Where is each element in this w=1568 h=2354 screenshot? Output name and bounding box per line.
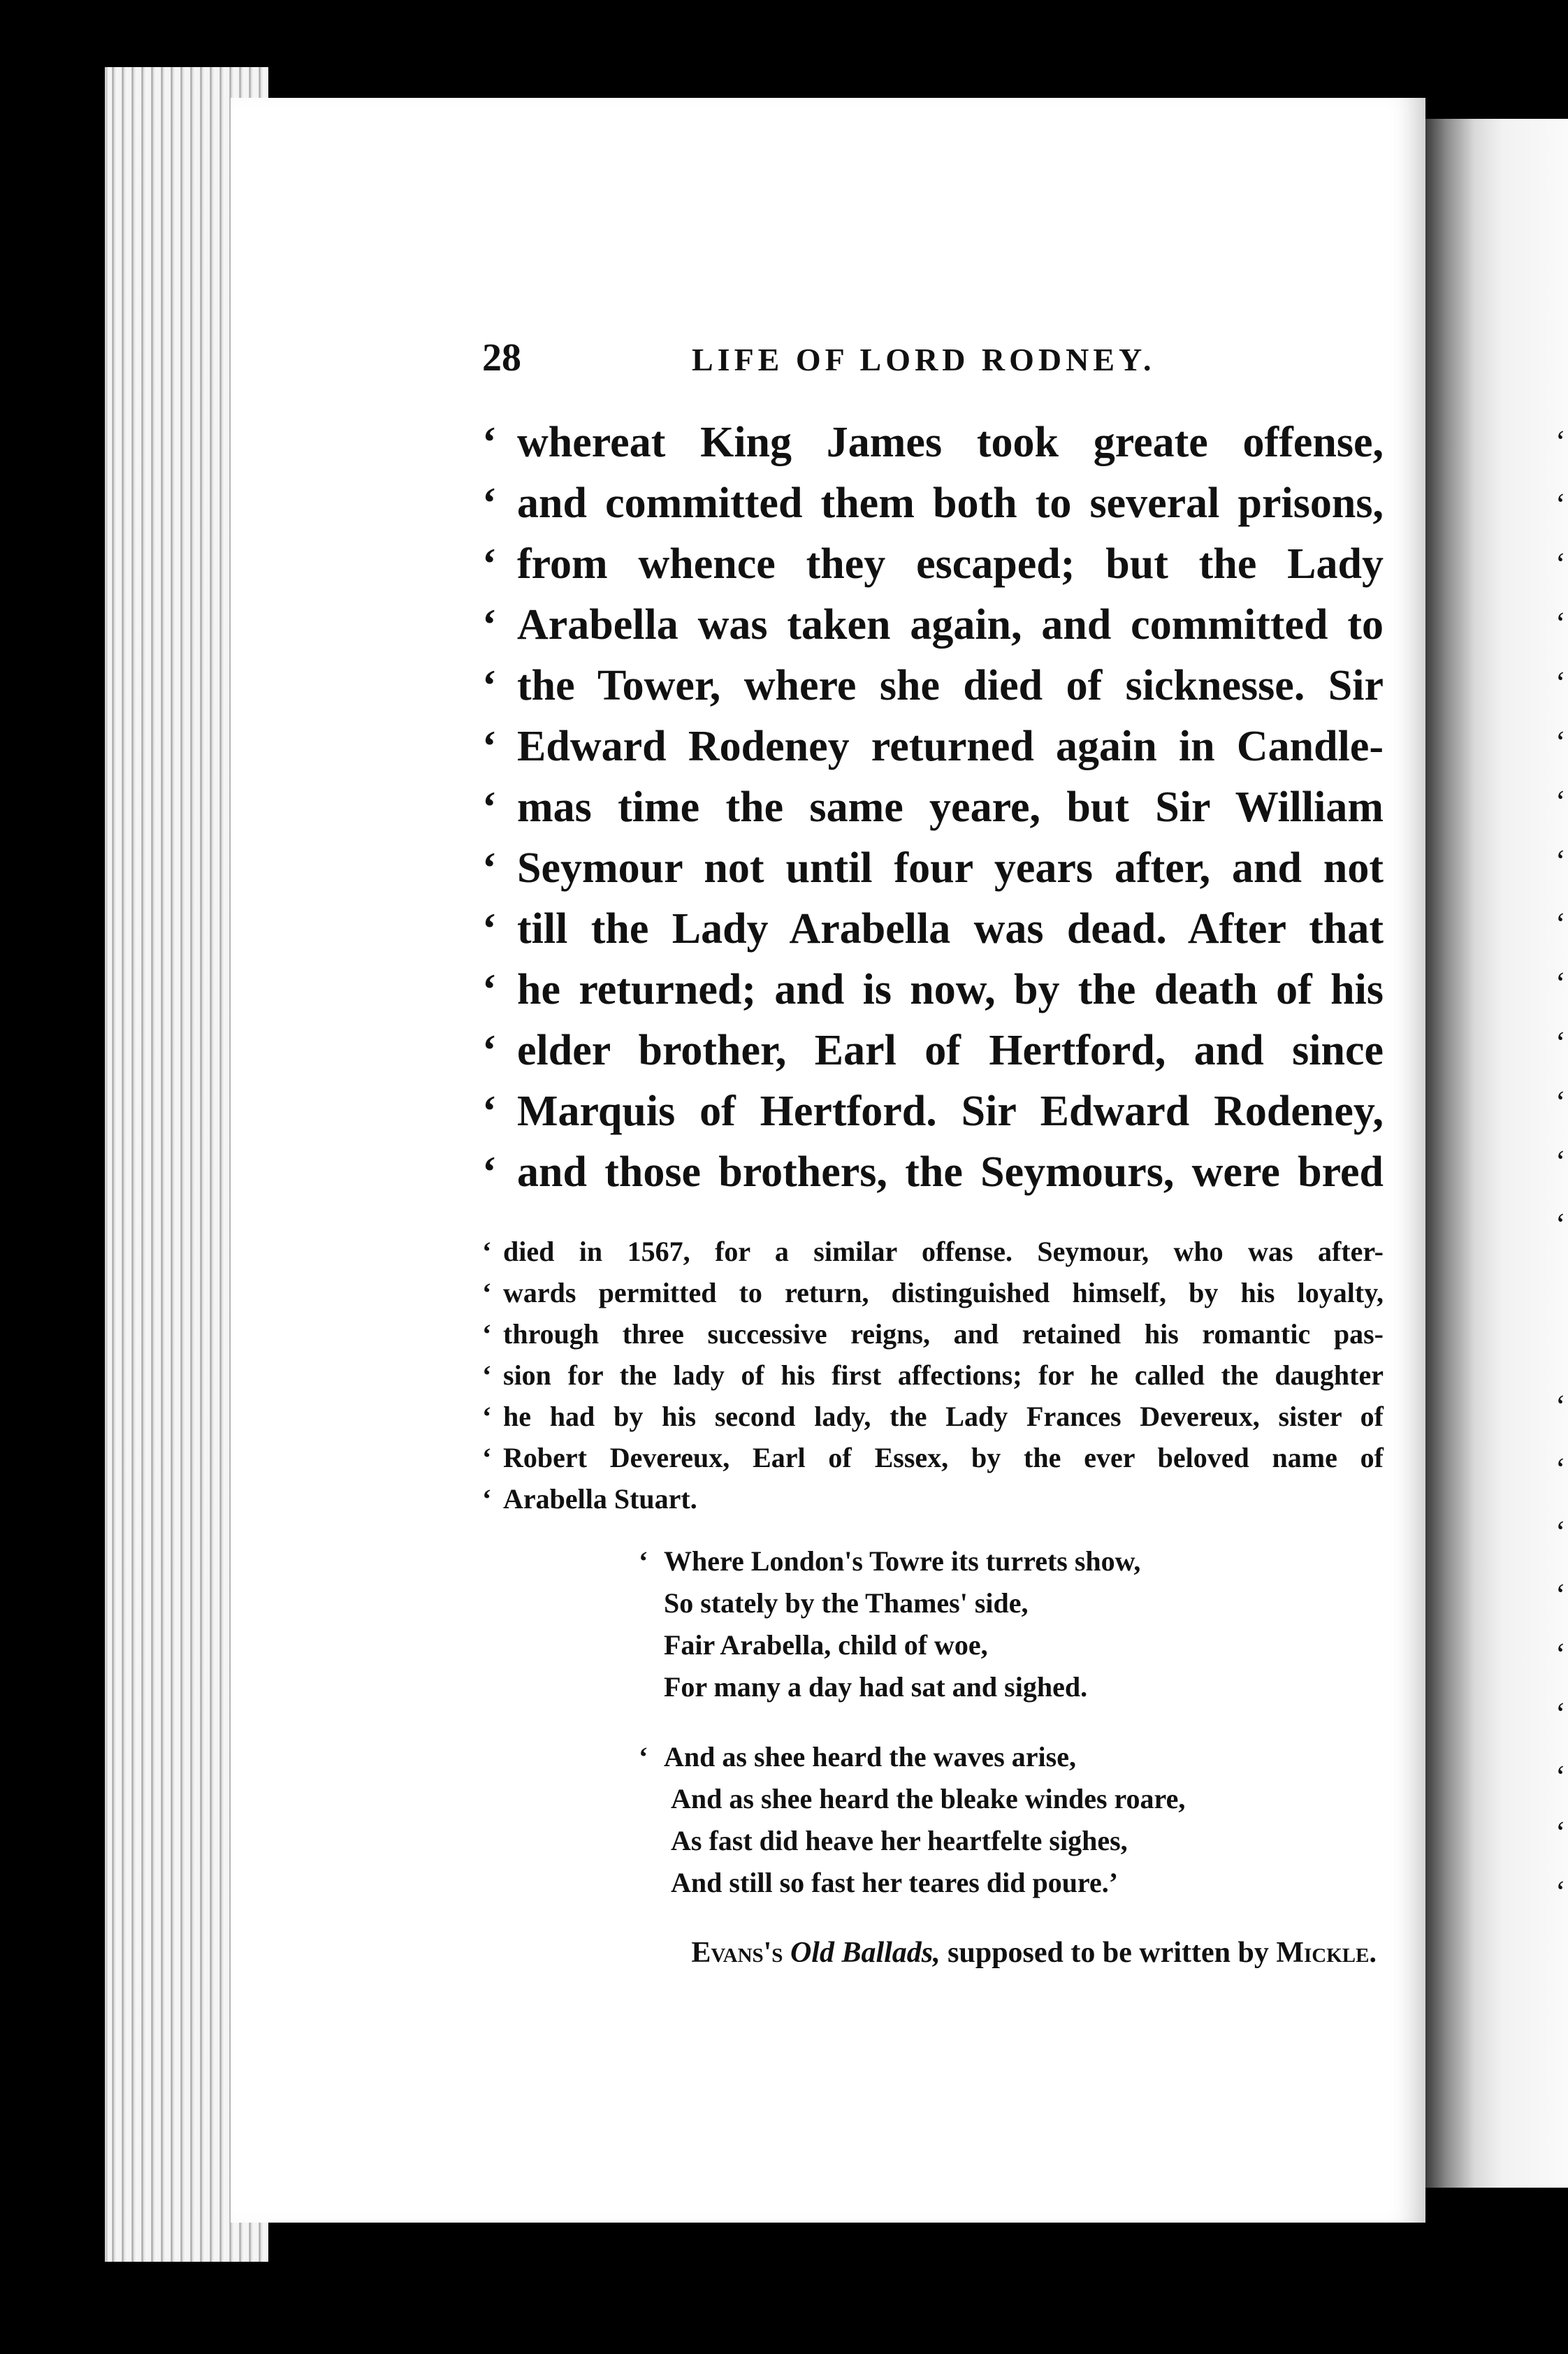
quote-mark: ‘	[482, 1277, 492, 1308]
quote-mark: ‘	[482, 1401, 492, 1432]
attribution	[482, 1936, 1384, 1970]
facing-quote-mark: ‘	[1555, 1637, 1566, 1671]
quote-mark: ‘	[639, 1741, 648, 1772]
page-content	[482, 335, 1384, 1970]
verse-line: And as shee heard the bleake windes roare,	[671, 1783, 1186, 1814]
facing-quote-mark: ‘	[1555, 966, 1566, 1000]
quote-mark: ‘	[482, 723, 497, 770]
facing-quote-mark: ‘	[1555, 1696, 1566, 1731]
quote-mark: ‘	[482, 662, 497, 709]
quote-mark: ‘	[482, 966, 497, 1013]
verse-line: For many a day had sat and sighed.	[664, 1671, 1088, 1703]
facing-quote-mark: ‘	[1555, 424, 1566, 458]
quote-mark: ‘	[482, 479, 497, 527]
body-line: ‘ Edward Rodeney returned again in Candle-	[482, 716, 1384, 777]
closing-quote-mark: ’	[1108, 1867, 1119, 1898]
facing-quote-mark: ‘	[1555, 1207, 1566, 1241]
footnote-line: ‘ died in 1567, for a similar offense. Seymour, who was after-	[482, 1231, 1384, 1272]
body-line: ‘ till the Lady Arabella was dead. After that	[482, 899, 1384, 960]
quote-mark: ‘	[482, 1027, 497, 1074]
facing-quote-mark: ‘	[1555, 606, 1566, 640]
facing-quote-mark: ‘	[1555, 1389, 1566, 1423]
facing-quote-mark: ‘	[1555, 784, 1566, 818]
body-line: ‘ whereat King James took greate offense,	[482, 412, 1384, 473]
facing-page-edge	[1425, 119, 1568, 2188]
facing-quote-mark: ‘	[1555, 547, 1566, 581]
verse-line: As fast did heave her heartfelte sighes,	[671, 1825, 1128, 1856]
footnote-line: ‘ wards permitted to return, distinguished himself, by his loyalty,	[482, 1272, 1384, 1313]
facing-quote-mark: ‘	[1555, 487, 1566, 521]
attribution-poet: Mickle.	[1276, 1937, 1377, 1969]
verse-line: Fair Arabella, child of woe,	[664, 1629, 988, 1661]
quote-mark: ‘	[482, 844, 497, 892]
footnote-line: ‘ Robert Devereux, Earl of Essex, by the ever beloved name of	[482, 1437, 1384, 1478]
footnote-line: ‘ through three successive reigns, and retained his romantic pas-	[482, 1313, 1384, 1355]
ballad-stanza-1	[639, 1540, 1384, 1708]
body-text	[482, 412, 1384, 1203]
attribution-work: Old Ballads,	[790, 1937, 941, 1969]
facing-quote-mark: ‘	[1555, 1025, 1566, 1060]
body-line: ‘ from whence they escaped; but the Lady	[482, 534, 1384, 595]
facing-quote-mark: ‘	[1555, 1875, 1566, 1909]
quote-mark: ‘	[482, 1359, 492, 1391]
verse-line: ‘ Where London's Towre its turrets show,	[650, 1540, 1384, 1582]
quote-mark: ‘	[482, 1442, 492, 1473]
quote-mark: ‘	[482, 784, 497, 831]
body-line: ‘ Seymour not until four years after, and not	[482, 838, 1384, 899]
facing-quote-mark: ‘	[1555, 725, 1566, 759]
page-number: 28	[482, 336, 521, 380]
footnote-line: ‘ he had by his second lady, the Lady Frances Devereux, sister of	[482, 1396, 1384, 1437]
page-header	[482, 335, 1384, 398]
facing-quote-mark: ‘	[1555, 1452, 1566, 1486]
attribution-author: Evans's	[691, 1937, 783, 1969]
facing-quote-mark: ‘	[1555, 907, 1566, 941]
facing-quote-mark: ‘	[1555, 844, 1566, 878]
body-line: ‘ Arabella was taken again, and committed to	[482, 595, 1384, 656]
ballad-stanza-2	[639, 1736, 1384, 1904]
facing-quote-mark: ‘	[1555, 1085, 1566, 1119]
quote-mark: ‘	[482, 419, 497, 466]
quote-mark: ‘	[482, 1148, 497, 1196]
body-line: ‘ the Tower, where she died of sicknesse. Sir	[482, 656, 1384, 716]
quote-mark: ‘	[482, 540, 497, 588]
facing-quote-mark: ‘	[1555, 1577, 1566, 1612]
facing-quote-mark: ‘	[1555, 665, 1566, 700]
quote-mark: ‘	[639, 1545, 648, 1577]
verse-line: And still so fast her teares did poure.’	[671, 1867, 1119, 1898]
footnote	[482, 1231, 1384, 1519]
body-line: ‘ he returned; and is now, by the death of his	[482, 960, 1384, 1020]
quote-mark: ‘	[482, 601, 497, 649]
quote-mark: ‘	[482, 905, 497, 953]
facing-quote-mark: ‘	[1555, 1144, 1566, 1178]
facing-quote-mark: ‘	[1555, 1759, 1566, 1793]
verse-line: So stately by the Thames' side,	[664, 1587, 1029, 1619]
quote-mark: ‘	[482, 1088, 497, 1135]
quote-mark: ‘	[482, 1318, 492, 1350]
body-line: ‘ mas time the same yeare, but Sir William	[482, 777, 1384, 838]
quote-mark: ‘	[482, 1236, 492, 1267]
facing-quote-mark: ‘	[1555, 1515, 1566, 1549]
body-line: ‘ and those brothers, the Seymours, were bred	[482, 1142, 1384, 1203]
verse-line: ‘ And as shee heard the waves arise,	[650, 1736, 1384, 1778]
footnote-line: ‘ sion for the lady of his first affections; for he called the daughter	[482, 1355, 1384, 1396]
body-line: ‘ elder brother, Earl of Hertford, and since	[482, 1020, 1384, 1081]
footnote-line: ‘ Arabella Stuart.	[482, 1478, 1384, 1519]
attribution-rest: supposed to be written by	[948, 1937, 1269, 1969]
facing-quote-mark: ‘	[1555, 1815, 1566, 1849]
body-line: ‘ and committed them both to several prisons,	[482, 473, 1384, 534]
running-title: LIFE OF LORD RODNEY.	[692, 342, 1156, 377]
body-line: ‘ Marquis of Hertford. Sir Edward Rodeney,	[482, 1081, 1384, 1142]
quote-mark: ‘	[482, 1483, 492, 1515]
